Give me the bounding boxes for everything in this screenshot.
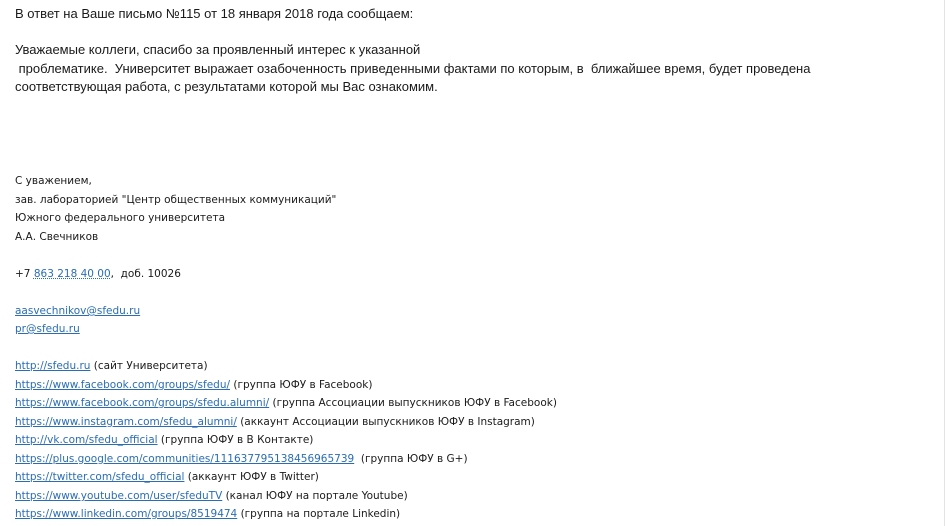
link-note: (группа ЮФУ в В Контакте): [157, 434, 314, 446]
facebook-link[interactable]: https://www.facebook.com/groups/sfedu/: [15, 379, 231, 391]
link-row: [15, 434, 313, 447]
linkedin-link[interactable]: https://www.linkedin.com/groups/8519474: [15, 508, 238, 520]
link-note: (канал ЮФУ на портале Youtube): [222, 490, 408, 502]
instagram-link[interactable]: https://www.instagram.com/sfedu_alumni/: [15, 416, 237, 428]
link-row: [15, 508, 400, 521]
link-note: (группа ЮФУ в Facebook): [230, 379, 373, 391]
link-note: (группа ЮФУ в G+): [354, 453, 468, 465]
link-row: [15, 471, 319, 484]
link-row: [15, 397, 557, 410]
paragraph-line-1: Уважаемые коллеги, спасибо за проявленный интерес к указанной: [15, 42, 421, 57]
link-row: [15, 360, 208, 373]
signature-name: А.А. Свечников: [15, 231, 99, 243]
phone-extension: , доб. 10026: [110, 268, 181, 280]
email-link-2: [15, 323, 80, 336]
link-row: [15, 453, 468, 466]
phone-prefix: +7: [15, 268, 34, 280]
link-note: (группа Ассоциации выпускников ЮФУ в Facebook): [269, 397, 557, 409]
link-note: (аккаунт Ассоциации выпускников ЮФУ в Instagram): [236, 416, 535, 428]
link-row: [15, 416, 535, 429]
google-plus-link[interactable]: https://plus.google.com/communities/111637795138456965739: [15, 453, 355, 465]
site-link[interactable]: http://sfedu.ru: [15, 360, 91, 372]
signature-closing: С уважением,: [15, 175, 92, 187]
email-link[interactable]: aasvechnikov@sfedu.ru: [15, 305, 141, 317]
paragraph-line-2: проблематике. Университет выражает озабоченность приведенными фактами по которым, в ближайшее время, будет проведена: [15, 61, 811, 76]
twitter-link[interactable]: https://twitter.com/sfedu_official: [15, 471, 185, 483]
link-row: [15, 379, 372, 392]
link-row: [15, 490, 408, 503]
youtube-link[interactable]: https://www.youtube.com/user/sfeduTV: [15, 490, 223, 502]
signature-phone: [15, 268, 181, 281]
email-link-1: [15, 305, 140, 318]
phone-link[interactable]: 863 218 40 00: [33, 268, 111, 280]
email-link[interactable]: pr@sfedu.ru: [15, 323, 80, 335]
link-note: (аккаунт ЮФУ в Twitter): [184, 471, 319, 483]
facebook-alumni-link[interactable]: https://www.facebook.com/groups/sfedu.alumni/: [15, 397, 270, 409]
link-note: (сайт Университета): [90, 360, 208, 372]
paragraph-line-3: соответствующая работа, с результатами которой мы Вас ознакомим.: [15, 79, 438, 94]
reply-line: В ответ на Ваше письмо №115 от 18 января 2018 года сообщаем:: [15, 6, 414, 21]
link-note: (группа на портале Linkedin): [237, 508, 401, 520]
signature-position-1: зав. лабораторией "Центр общественных коммуникаций": [15, 194, 337, 206]
signature-position-2: Южного федерального университета: [15, 212, 226, 224]
vk-link[interactable]: http://vk.com/sfedu_official: [15, 434, 158, 446]
